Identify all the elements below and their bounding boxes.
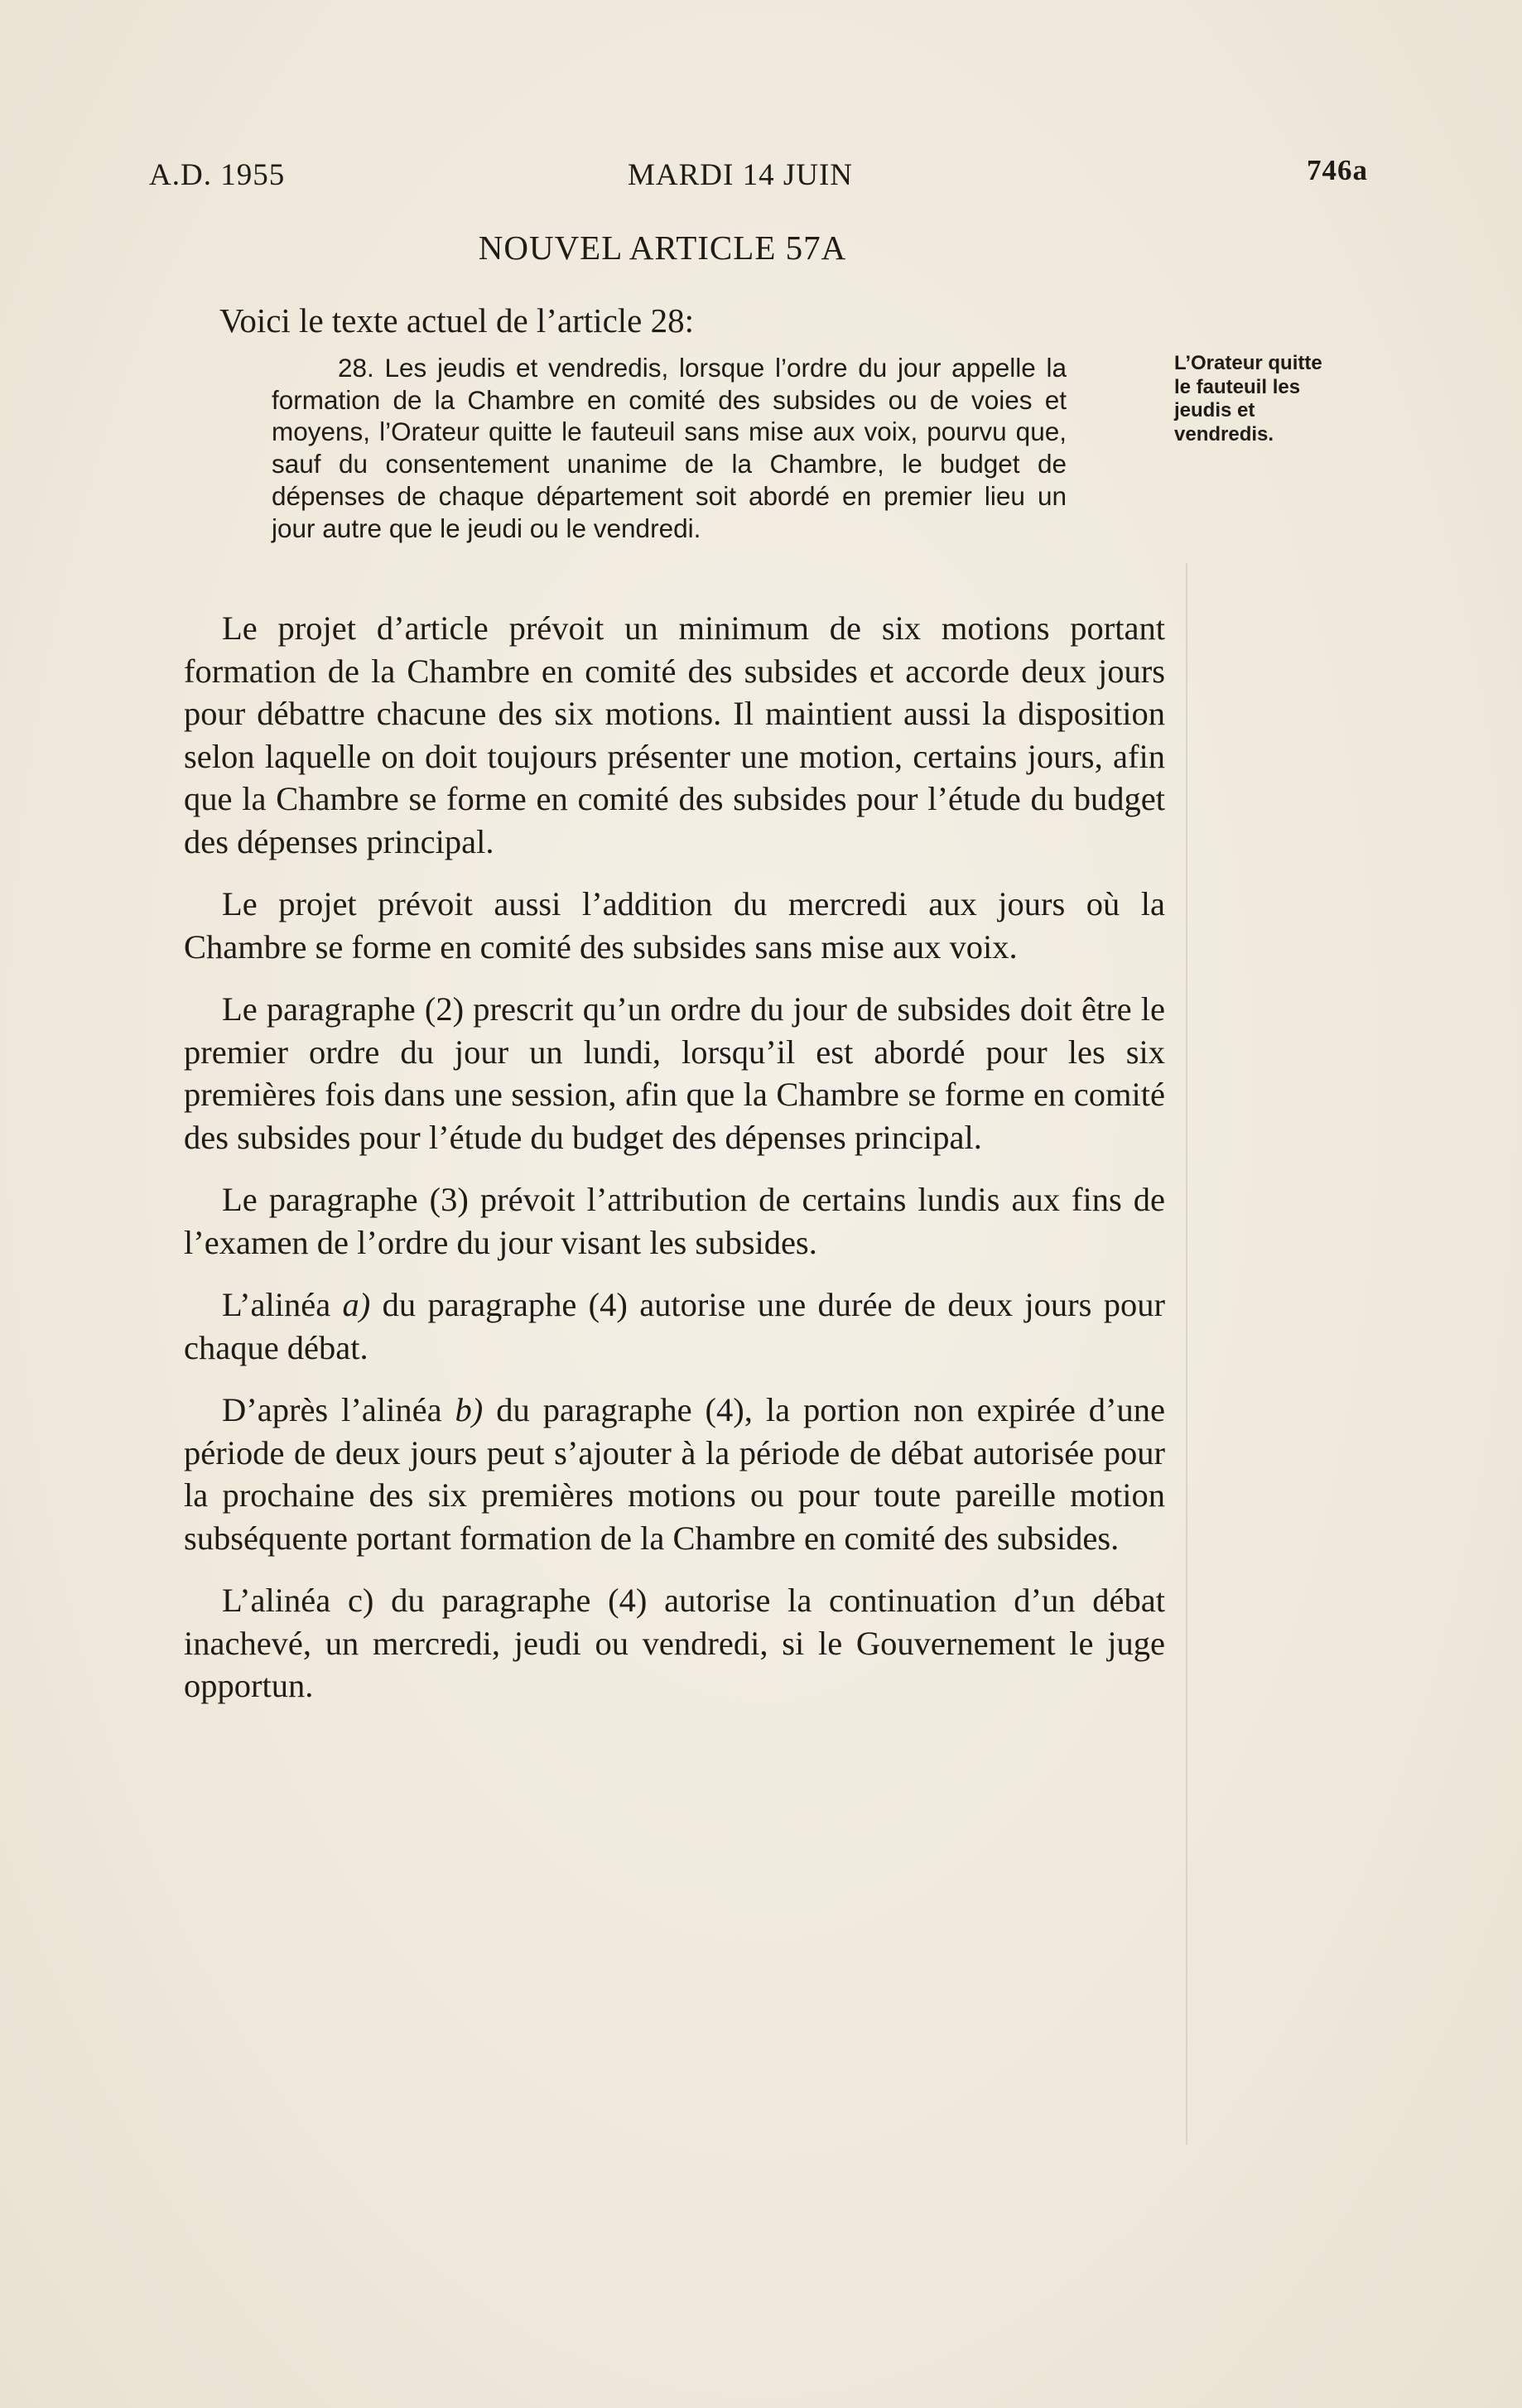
paragraph-6-end: du paragraphe (4), la portion non expirée d’une période de deux jours peut s’ajouter à la période de débat autorisée pour la prochaine des six premières motions ou pour toute pareille motion subséquente portant formation de la Chambre en comité des subsides. bbox=[184, 1391, 1166, 1557]
intro-line: Voici le texte actuel de l’article 28: bbox=[219, 301, 694, 340]
paragraph-5-start: L’alinéa bbox=[222, 1286, 343, 1323]
quoted-article bbox=[272, 352, 1067, 544]
paragraph-4: Le paragraphe (3) prévoit l’attribution de certains lundis aux fins de l’examen de l’ordre du jour visant les subsides. bbox=[184, 1181, 1165, 1261]
margin-note: L’Orateur quitte le fauteuil les jeudis et vendredis. bbox=[1174, 352, 1322, 445]
quoted-article-text: 28. Les jeudis et vendredis, lorsque l’ordre du jour appelle la formation de la Chambre en comité des subsides ou de voies et moyens, l’Orateur quitte le fauteuil sans mise aux voix, pourvu que, sauf du consentement unanime de la Chambre, le budget de dépenses de chaque département soit abordé en premier lieu un jour autre que le jeudi ou le vendredi. bbox=[272, 353, 1067, 543]
paragraph-6-start: D’après l’alinéa bbox=[222, 1391, 455, 1428]
paragraph-7: L’alinéa c) du paragraphe (4) autorise la continuation d’un débat inachevé, un mercredi, jeudi ou vendredi, si le Gouvernement le juge opportun. bbox=[184, 1582, 1165, 1704]
column-divider bbox=[1186, 563, 1187, 2145]
paragraph-5 bbox=[184, 1283, 1165, 1369]
paragraph-5-letter: a) bbox=[342, 1286, 371, 1323]
page-number: 746a bbox=[1307, 154, 1368, 186]
paragraph-1: Le projet d’article prévoit un minimum de six motions portant formation de la Chambre en comité des subsides et accorde deux jours pour débattre chacune des six motions. Il maintient aussi la disposition selon laquelle on doit toujours présenter une motion, certains jours, afin que la Chambre se forme en comité des subsides pour l’étude du budget des dépenses principal. bbox=[184, 609, 1165, 860]
paragraph-3: Le paragraphe (2) prescrit qu’un ordre du jour de subsides doit être le premier ordre du jour un lundi, lorsqu’il est abordé pour les six premières fois dans une session, afin que la Chambre se forme en comité des subsides pour l’étude du budget des dépenses principal. bbox=[184, 990, 1165, 1156]
header-date: MARDI 14 JUIN bbox=[628, 158, 853, 192]
paragraph-5-end: du paragraphe (4) autorise une durée de deux jours pour chaque débat. bbox=[184, 1286, 1165, 1366]
body-text bbox=[184, 607, 1165, 1727]
header-year: A.D. 1955 bbox=[149, 158, 286, 192]
article-title: NOUVEL ARTICLE 57A bbox=[478, 229, 847, 267]
paragraph-6-letter: b) bbox=[455, 1391, 484, 1428]
paragraph-6 bbox=[184, 1389, 1165, 1559]
paragraph-2: Le projet prévoit aussi l’addition du mercredi aux jours où la Chambre se forme en comité des subsides sans mise aux voix. bbox=[184, 885, 1165, 966]
